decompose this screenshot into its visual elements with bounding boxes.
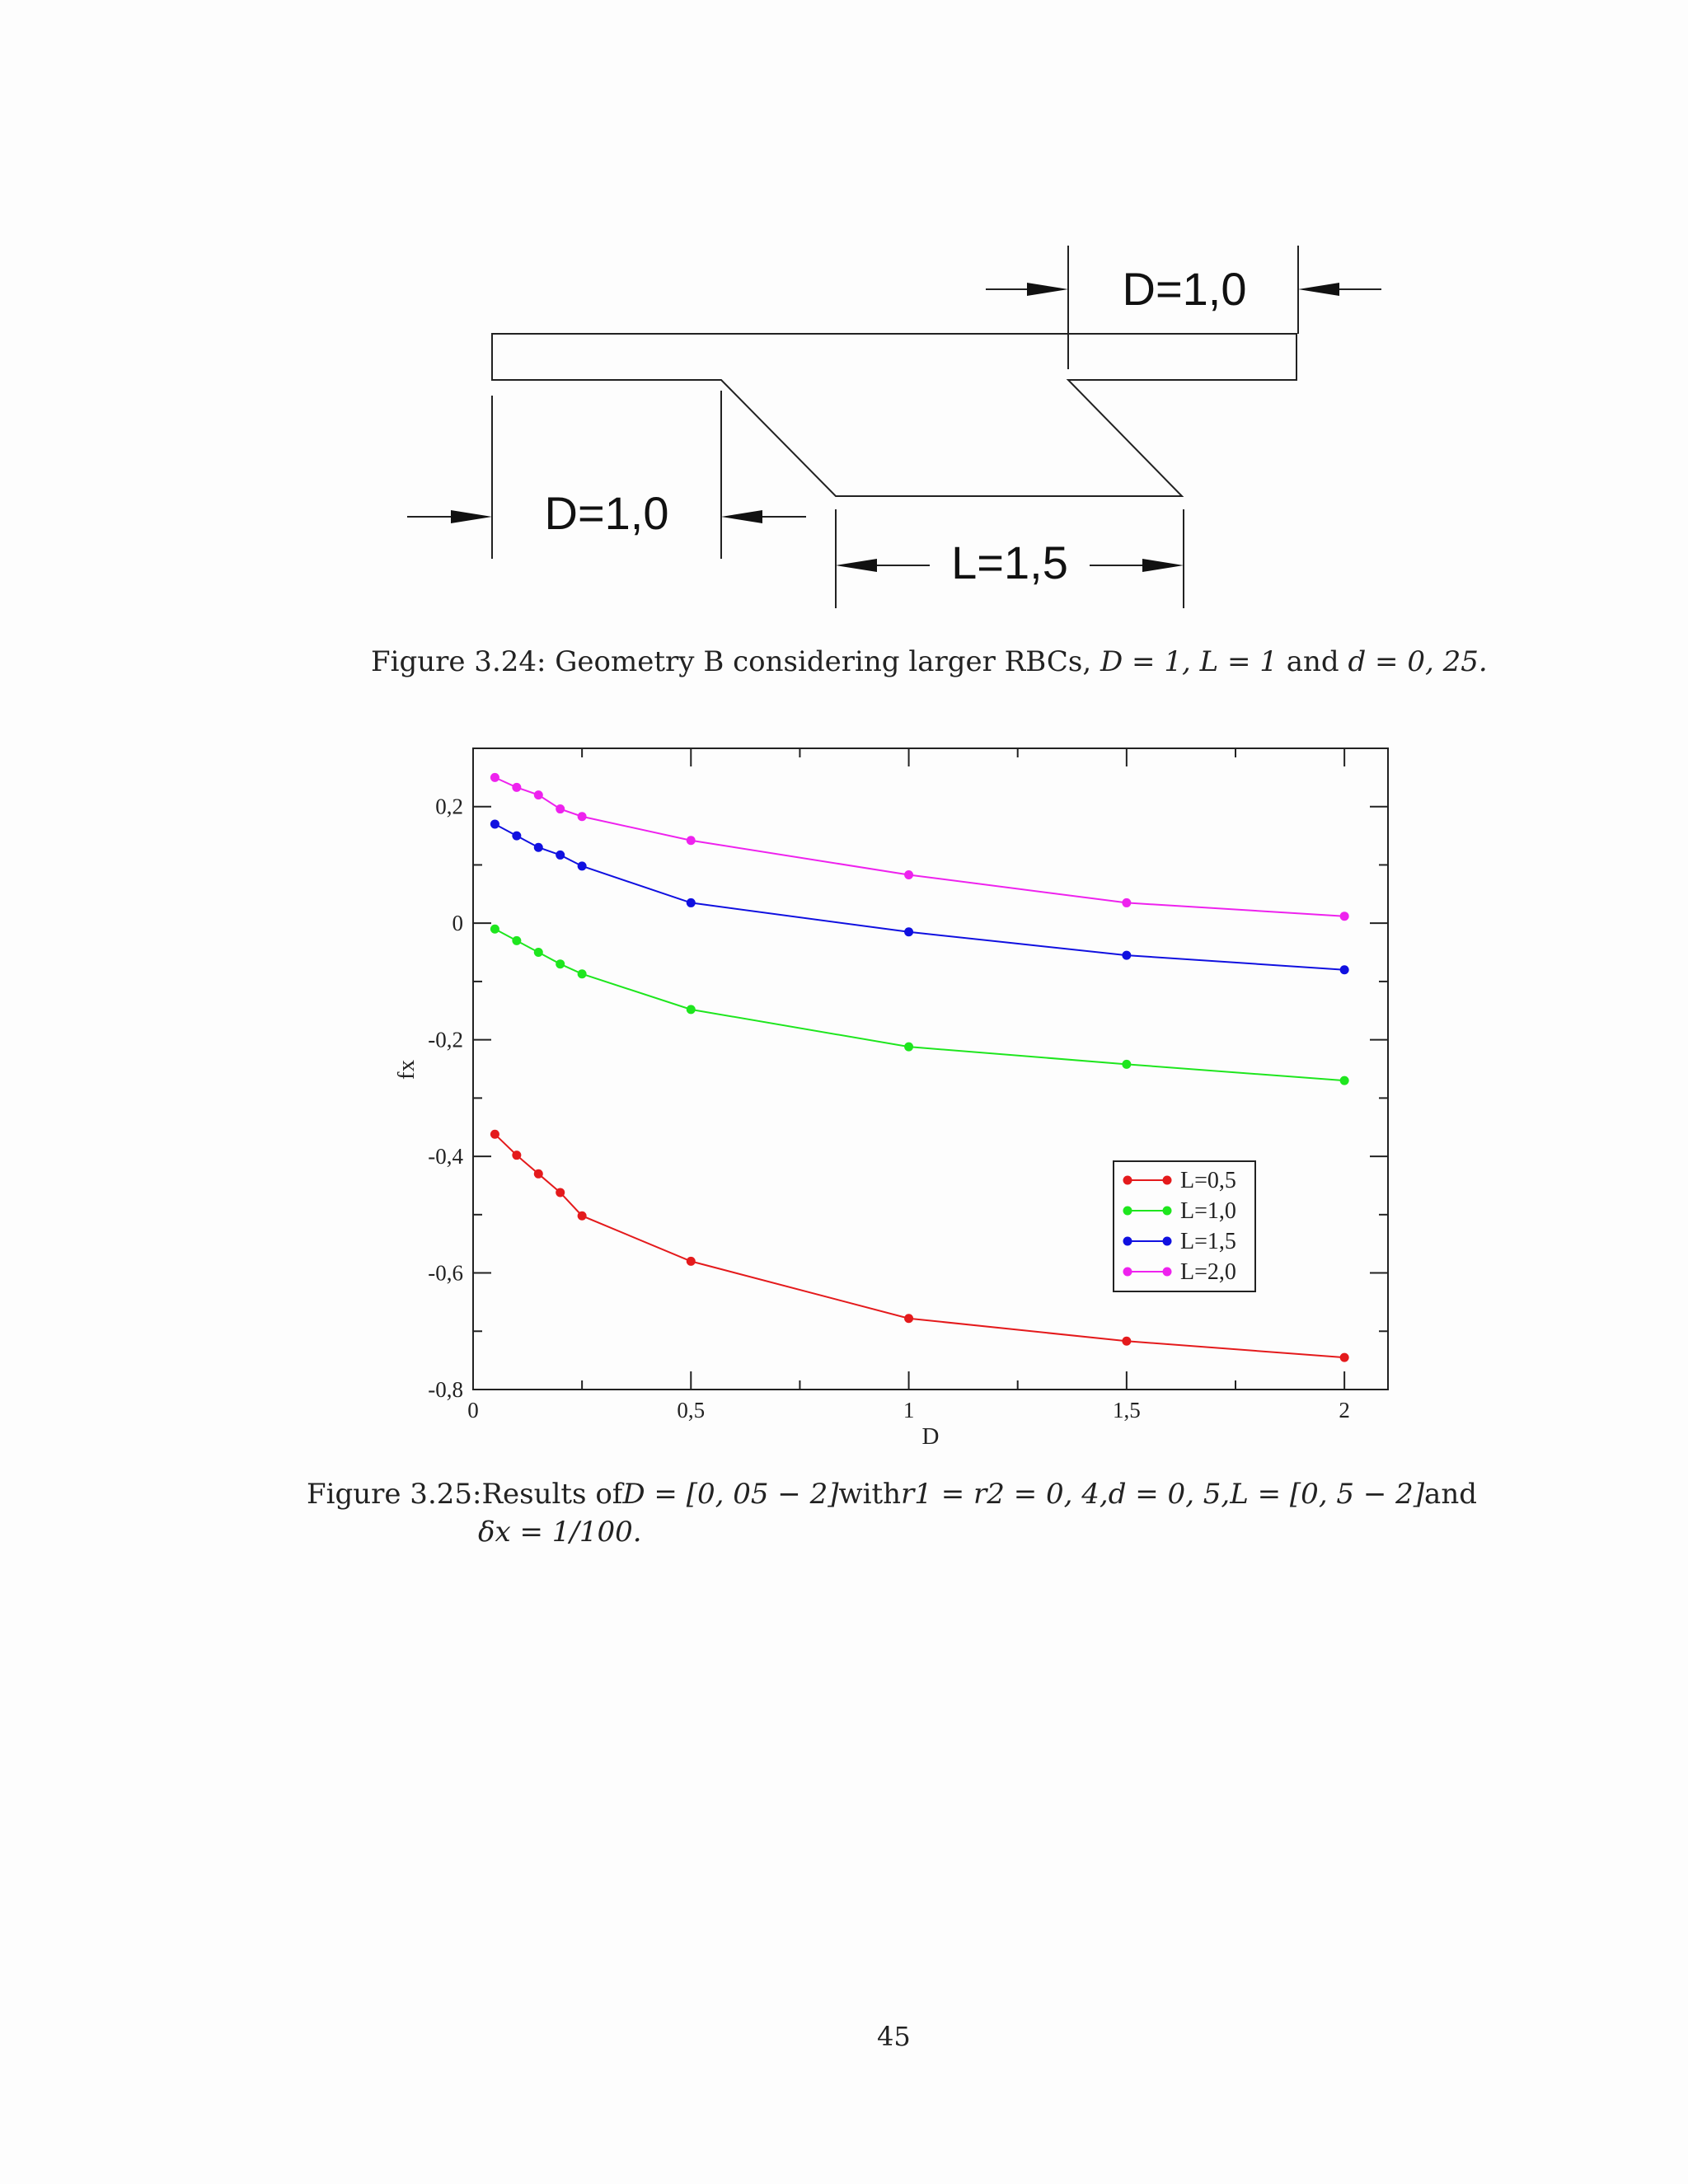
data-point bbox=[687, 898, 696, 907]
x-axis-title: D bbox=[921, 1423, 940, 1450]
left-d-label: D=1,0 bbox=[544, 487, 669, 539]
data-point bbox=[904, 927, 913, 936]
data-point bbox=[1122, 1060, 1131, 1069]
y-tick-label: -0,8 bbox=[428, 1377, 463, 1402]
data-point bbox=[556, 959, 565, 968]
data-point bbox=[512, 832, 521, 841]
data-point bbox=[534, 948, 543, 957]
data-point bbox=[904, 1043, 913, 1052]
caption-math: δx = 1/100. bbox=[478, 1516, 642, 1549]
legend-marker bbox=[1163, 1237, 1172, 1246]
data-point bbox=[490, 819, 499, 828]
data-point bbox=[490, 925, 499, 934]
legend-label: L=2,0 bbox=[1180, 1259, 1236, 1285]
caption-text: Figure 3.24: Geometry B considering larger RBCs, bbox=[371, 645, 1092, 678]
caption-label: Figure 3.25: bbox=[307, 1478, 482, 1511]
data-point bbox=[512, 1151, 521, 1160]
data-point bbox=[556, 851, 565, 860]
x-tick-label: 2 bbox=[1339, 1398, 1350, 1422]
data-point bbox=[1122, 1337, 1131, 1346]
legend-label: L=0,5 bbox=[1180, 1168, 1236, 1193]
x-tick-labels bbox=[467, 1398, 1350, 1422]
data-point bbox=[1122, 898, 1131, 907]
legend-marker bbox=[1123, 1207, 1132, 1216]
caption-text: and bbox=[1424, 1478, 1477, 1511]
figure-3-25-caption bbox=[307, 1475, 1477, 1551]
data-point bbox=[1340, 1076, 1349, 1085]
y-tick-labels bbox=[428, 794, 463, 1402]
caption-text: with bbox=[838, 1478, 902, 1511]
data-point bbox=[578, 861, 587, 870]
y-axis-title: fx bbox=[393, 1059, 420, 1080]
caption-line-2 bbox=[307, 1513, 1477, 1551]
top-d-label: D=1,0 bbox=[1122, 263, 1247, 315]
caption-math: L = 1 bbox=[1199, 645, 1278, 678]
data-point bbox=[687, 1005, 696, 1014]
data-point bbox=[1340, 965, 1349, 974]
legend-label: L=1,5 bbox=[1180, 1229, 1236, 1254]
caption-text: Results of bbox=[481, 1478, 623, 1511]
data-point bbox=[556, 804, 565, 813]
data-point bbox=[512, 783, 521, 792]
legend-marker bbox=[1123, 1176, 1132, 1185]
caption-line-1 bbox=[307, 1475, 1477, 1513]
data-point bbox=[556, 1188, 565, 1197]
y-tick-label: -0,2 bbox=[428, 1027, 463, 1052]
data-point bbox=[578, 812, 587, 821]
caption-text: and bbox=[1286, 645, 1339, 678]
data-point bbox=[534, 843, 543, 852]
data-point bbox=[904, 1314, 913, 1323]
y-tick-label: -0,4 bbox=[428, 1144, 463, 1169]
data-point bbox=[512, 936, 521, 945]
legend-marker bbox=[1163, 1207, 1172, 1216]
y-tick-label: 0 bbox=[452, 911, 463, 936]
plot-frame bbox=[473, 748, 1388, 1390]
bottom-l-label: L=1,5 bbox=[951, 537, 1068, 588]
legend-marker bbox=[1163, 1268, 1172, 1277]
y-tick-label: 0,2 bbox=[435, 794, 463, 819]
caption-math: d = 0, 5, bbox=[1108, 1478, 1231, 1511]
data-point bbox=[1340, 912, 1349, 921]
data-point bbox=[687, 1257, 696, 1266]
data-point bbox=[578, 1212, 587, 1221]
caption-math: D = [0, 05 − 2] bbox=[622, 1478, 839, 1511]
legend-marker bbox=[1123, 1268, 1132, 1277]
data-point bbox=[1122, 951, 1131, 960]
legend-label: L=1,0 bbox=[1180, 1198, 1236, 1224]
legend-marker bbox=[1163, 1176, 1172, 1185]
y-tick-label: -0,6 bbox=[428, 1260, 463, 1286]
caption-math: r1 = r2 = 0, 4, bbox=[901, 1478, 1109, 1511]
legend bbox=[1114, 1161, 1255, 1291]
page-number: 45 bbox=[877, 2021, 911, 2052]
data-point bbox=[687, 836, 696, 845]
data-point bbox=[534, 790, 543, 799]
caption-math: d = 0, 25. bbox=[1348, 645, 1488, 678]
x-tick-label: 0,5 bbox=[677, 1398, 706, 1422]
caption-math: D = 1, bbox=[1100, 645, 1191, 678]
x-tick-label: 1,5 bbox=[1112, 1398, 1141, 1422]
data-point bbox=[1340, 1353, 1349, 1362]
x-tick-label: 1 bbox=[903, 1398, 915, 1422]
caption-math: L = [0, 5 − 2] bbox=[1230, 1478, 1425, 1511]
data-point bbox=[490, 773, 499, 782]
data-point bbox=[534, 1169, 543, 1179]
data-point bbox=[578, 969, 587, 978]
data-point bbox=[904, 870, 913, 879]
legend-marker bbox=[1123, 1237, 1132, 1246]
data-point bbox=[490, 1130, 499, 1139]
x-tick-label: 0 bbox=[467, 1398, 479, 1422]
